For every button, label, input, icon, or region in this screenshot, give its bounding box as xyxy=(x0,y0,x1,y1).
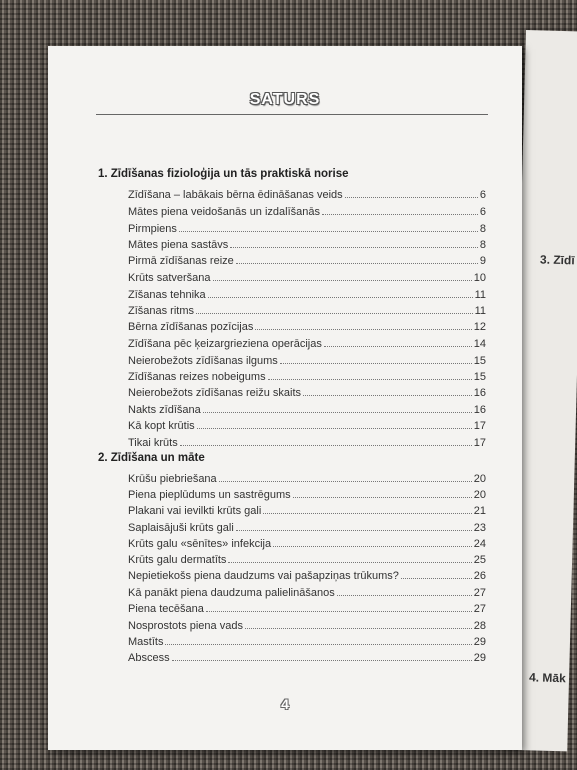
toc-entry xyxy=(128,286,486,301)
toc-entry xyxy=(128,486,486,501)
toc-entry-title: Krūts galu dermatīts xyxy=(128,554,227,566)
leader-dots xyxy=(303,395,472,396)
toc-entry-title: Mātes piena veidošanās un izdalīšanās xyxy=(128,206,321,218)
leader-dots xyxy=(293,497,472,498)
toc-entry-page: 6 xyxy=(479,189,486,201)
toc-entry xyxy=(128,470,486,485)
toc-entry-title: Krūšu piebriešana xyxy=(128,473,217,485)
toc-entry-page: 28 xyxy=(473,620,486,632)
toc-entry xyxy=(128,633,486,648)
toc-entry-title: Tikai krūts xyxy=(128,437,178,449)
toc-entry-page: 27 xyxy=(473,587,486,599)
toc-entry-page: 29 xyxy=(473,636,486,648)
leader-dots xyxy=(197,428,472,429)
toc-entry-title: Bērna zīdīšanas pozīcijas xyxy=(128,321,254,333)
toc-entry-title: Nakts zīdīšana xyxy=(128,404,201,416)
toc-entry-title: Pirmpiens xyxy=(128,223,177,235)
toc-entry-title: Plakani vai ievilkti krūts gali xyxy=(128,505,262,517)
toc-entry-page: 21 xyxy=(473,505,486,517)
leader-dots xyxy=(337,595,472,596)
toc-entry-page: 16 xyxy=(473,404,486,416)
toc-entry xyxy=(128,567,486,582)
toc-entry-page: 25 xyxy=(473,554,486,566)
next-page-section3: 3. Zīdī xyxy=(539,252,575,268)
toc-entry-title: Piena tecēšana xyxy=(128,603,204,615)
leader-dots xyxy=(401,578,472,579)
toc-entry xyxy=(128,502,486,517)
toc-entry xyxy=(128,269,486,284)
leader-dots xyxy=(280,363,472,364)
leader-dots xyxy=(268,379,472,380)
toc-entry-page: 27 xyxy=(473,603,486,615)
toc-entry-page: 8 xyxy=(479,239,486,251)
toc-entry xyxy=(128,186,486,201)
toc-entry xyxy=(128,519,486,534)
toc-entry-page: 11 xyxy=(474,305,486,317)
toc-entry xyxy=(128,434,486,449)
toc-entry-title: Krūts satveršana xyxy=(128,272,211,284)
toc-entry-page: 23 xyxy=(473,522,486,534)
toc-entry xyxy=(128,302,486,317)
leader-dots xyxy=(263,513,471,514)
toc-entry-title: Nepietiekošs piena daudzums vai pašapziņas trūkums? xyxy=(128,570,399,582)
toc-entry-page: 20 xyxy=(473,473,486,485)
toc-entry-title: Saplaisājuši krūts gali xyxy=(128,522,234,534)
toc-entry-title: Zīdīšanas reizes nobeigums xyxy=(128,371,266,383)
toc-entry xyxy=(128,551,486,566)
leader-dots xyxy=(236,530,472,531)
toc-entry-page: 17 xyxy=(473,437,486,449)
toc-entry-title: Pirmā zīdīšanas reize xyxy=(128,255,234,267)
toc-entry-page: 9 xyxy=(479,255,486,267)
toc-entry-page: 8 xyxy=(479,223,486,235)
leader-dots xyxy=(236,263,478,264)
leader-dots xyxy=(206,611,472,612)
toc-entry-title: Kā kopt krūtis xyxy=(128,420,195,432)
leader-dots xyxy=(180,445,472,446)
leader-dots xyxy=(230,247,478,248)
toc-entry-page: 6 xyxy=(479,206,486,218)
toc-entry-title: Mastīts xyxy=(128,636,164,648)
toc-entry xyxy=(128,649,486,664)
toc-entry-page: 26 xyxy=(473,570,486,582)
toc-entry xyxy=(128,203,486,218)
toc-entry xyxy=(128,252,486,267)
toc-entry-title: Zīšanas tehnika xyxy=(128,289,206,301)
toc-entry xyxy=(128,335,486,350)
toc-entry-title: Zīdīšana pēc ķeizargrieziena operācijas xyxy=(128,338,322,350)
toc-entry xyxy=(128,401,486,416)
toc-entry xyxy=(128,617,486,632)
toc-entry-page: 10 xyxy=(473,272,486,284)
book-page xyxy=(48,46,522,750)
leader-dots xyxy=(322,214,478,215)
table-of-contents xyxy=(48,46,522,750)
toc-entry-title: Krūts galu «sēnītes» infekcija xyxy=(128,538,272,550)
leader-dots xyxy=(228,562,471,563)
leader-dots xyxy=(219,481,472,482)
toc-entry-page: 16 xyxy=(473,387,486,399)
leader-dots xyxy=(165,644,471,645)
section-heading: 2. Zīdīšana un māte xyxy=(98,452,205,464)
toc-entry xyxy=(128,318,486,333)
toc-entry-title: Neierobežots zīdīšanas ilgums xyxy=(128,355,278,367)
toc-entry-page: 15 xyxy=(473,355,486,367)
toc-entry-title: Abscess xyxy=(128,652,170,664)
page-title: SATURS xyxy=(249,91,321,108)
leader-dots xyxy=(203,412,472,413)
toc-entry xyxy=(128,600,486,615)
toc-entry-title: Kā panākt piena daudzuma palielināšanos xyxy=(128,587,335,599)
toc-entry xyxy=(128,220,486,235)
toc-entry xyxy=(128,535,486,550)
next-page-section4: 4. Māk xyxy=(528,670,566,686)
leader-dots xyxy=(179,231,478,232)
toc-entry-title: Mātes piena sastāvs xyxy=(128,239,229,251)
toc-entry-page: 14 xyxy=(473,338,486,350)
toc-entry-page: 29 xyxy=(473,652,486,664)
leader-dots xyxy=(172,660,472,661)
toc-entry xyxy=(128,584,486,599)
toc-entry xyxy=(128,352,486,367)
leader-dots xyxy=(196,313,473,314)
toc-entry-title: Piena pieplūdums un sastrēgums xyxy=(128,489,291,501)
toc-entry-page: 24 xyxy=(473,538,486,550)
leader-dots xyxy=(208,297,473,298)
leader-dots xyxy=(255,329,471,330)
leader-dots xyxy=(324,346,472,347)
toc-entry-title: Nosprostots piena vads xyxy=(128,620,243,632)
section-heading: 1. Zīdīšanas fizioloģija un tās praktiskā norise xyxy=(98,168,349,180)
leader-dots xyxy=(345,197,478,198)
toc-entry-page: 17 xyxy=(473,420,486,432)
leader-dots xyxy=(245,628,472,629)
toc-entry xyxy=(128,368,486,383)
toc-entry xyxy=(128,236,486,251)
toc-entry-page: 12 xyxy=(473,321,486,333)
toc-entry-page: 11 xyxy=(474,289,486,301)
toc-entry xyxy=(128,417,486,432)
toc-entry-title: Neierobežots zīdīšanas reižu skaits xyxy=(128,387,302,399)
toc-entry-page: 20 xyxy=(473,489,486,501)
toc-entry-title: Zīdīšana – labākais bērna ēdināšanas veids xyxy=(128,189,343,201)
leader-dots xyxy=(273,546,472,547)
toc-entry-title: Zīšanas ritms xyxy=(128,305,195,317)
toc-entry-page: 15 xyxy=(473,371,486,383)
leader-dots xyxy=(213,280,472,281)
page-number: 4 xyxy=(281,696,289,712)
toc-entry xyxy=(128,384,486,399)
